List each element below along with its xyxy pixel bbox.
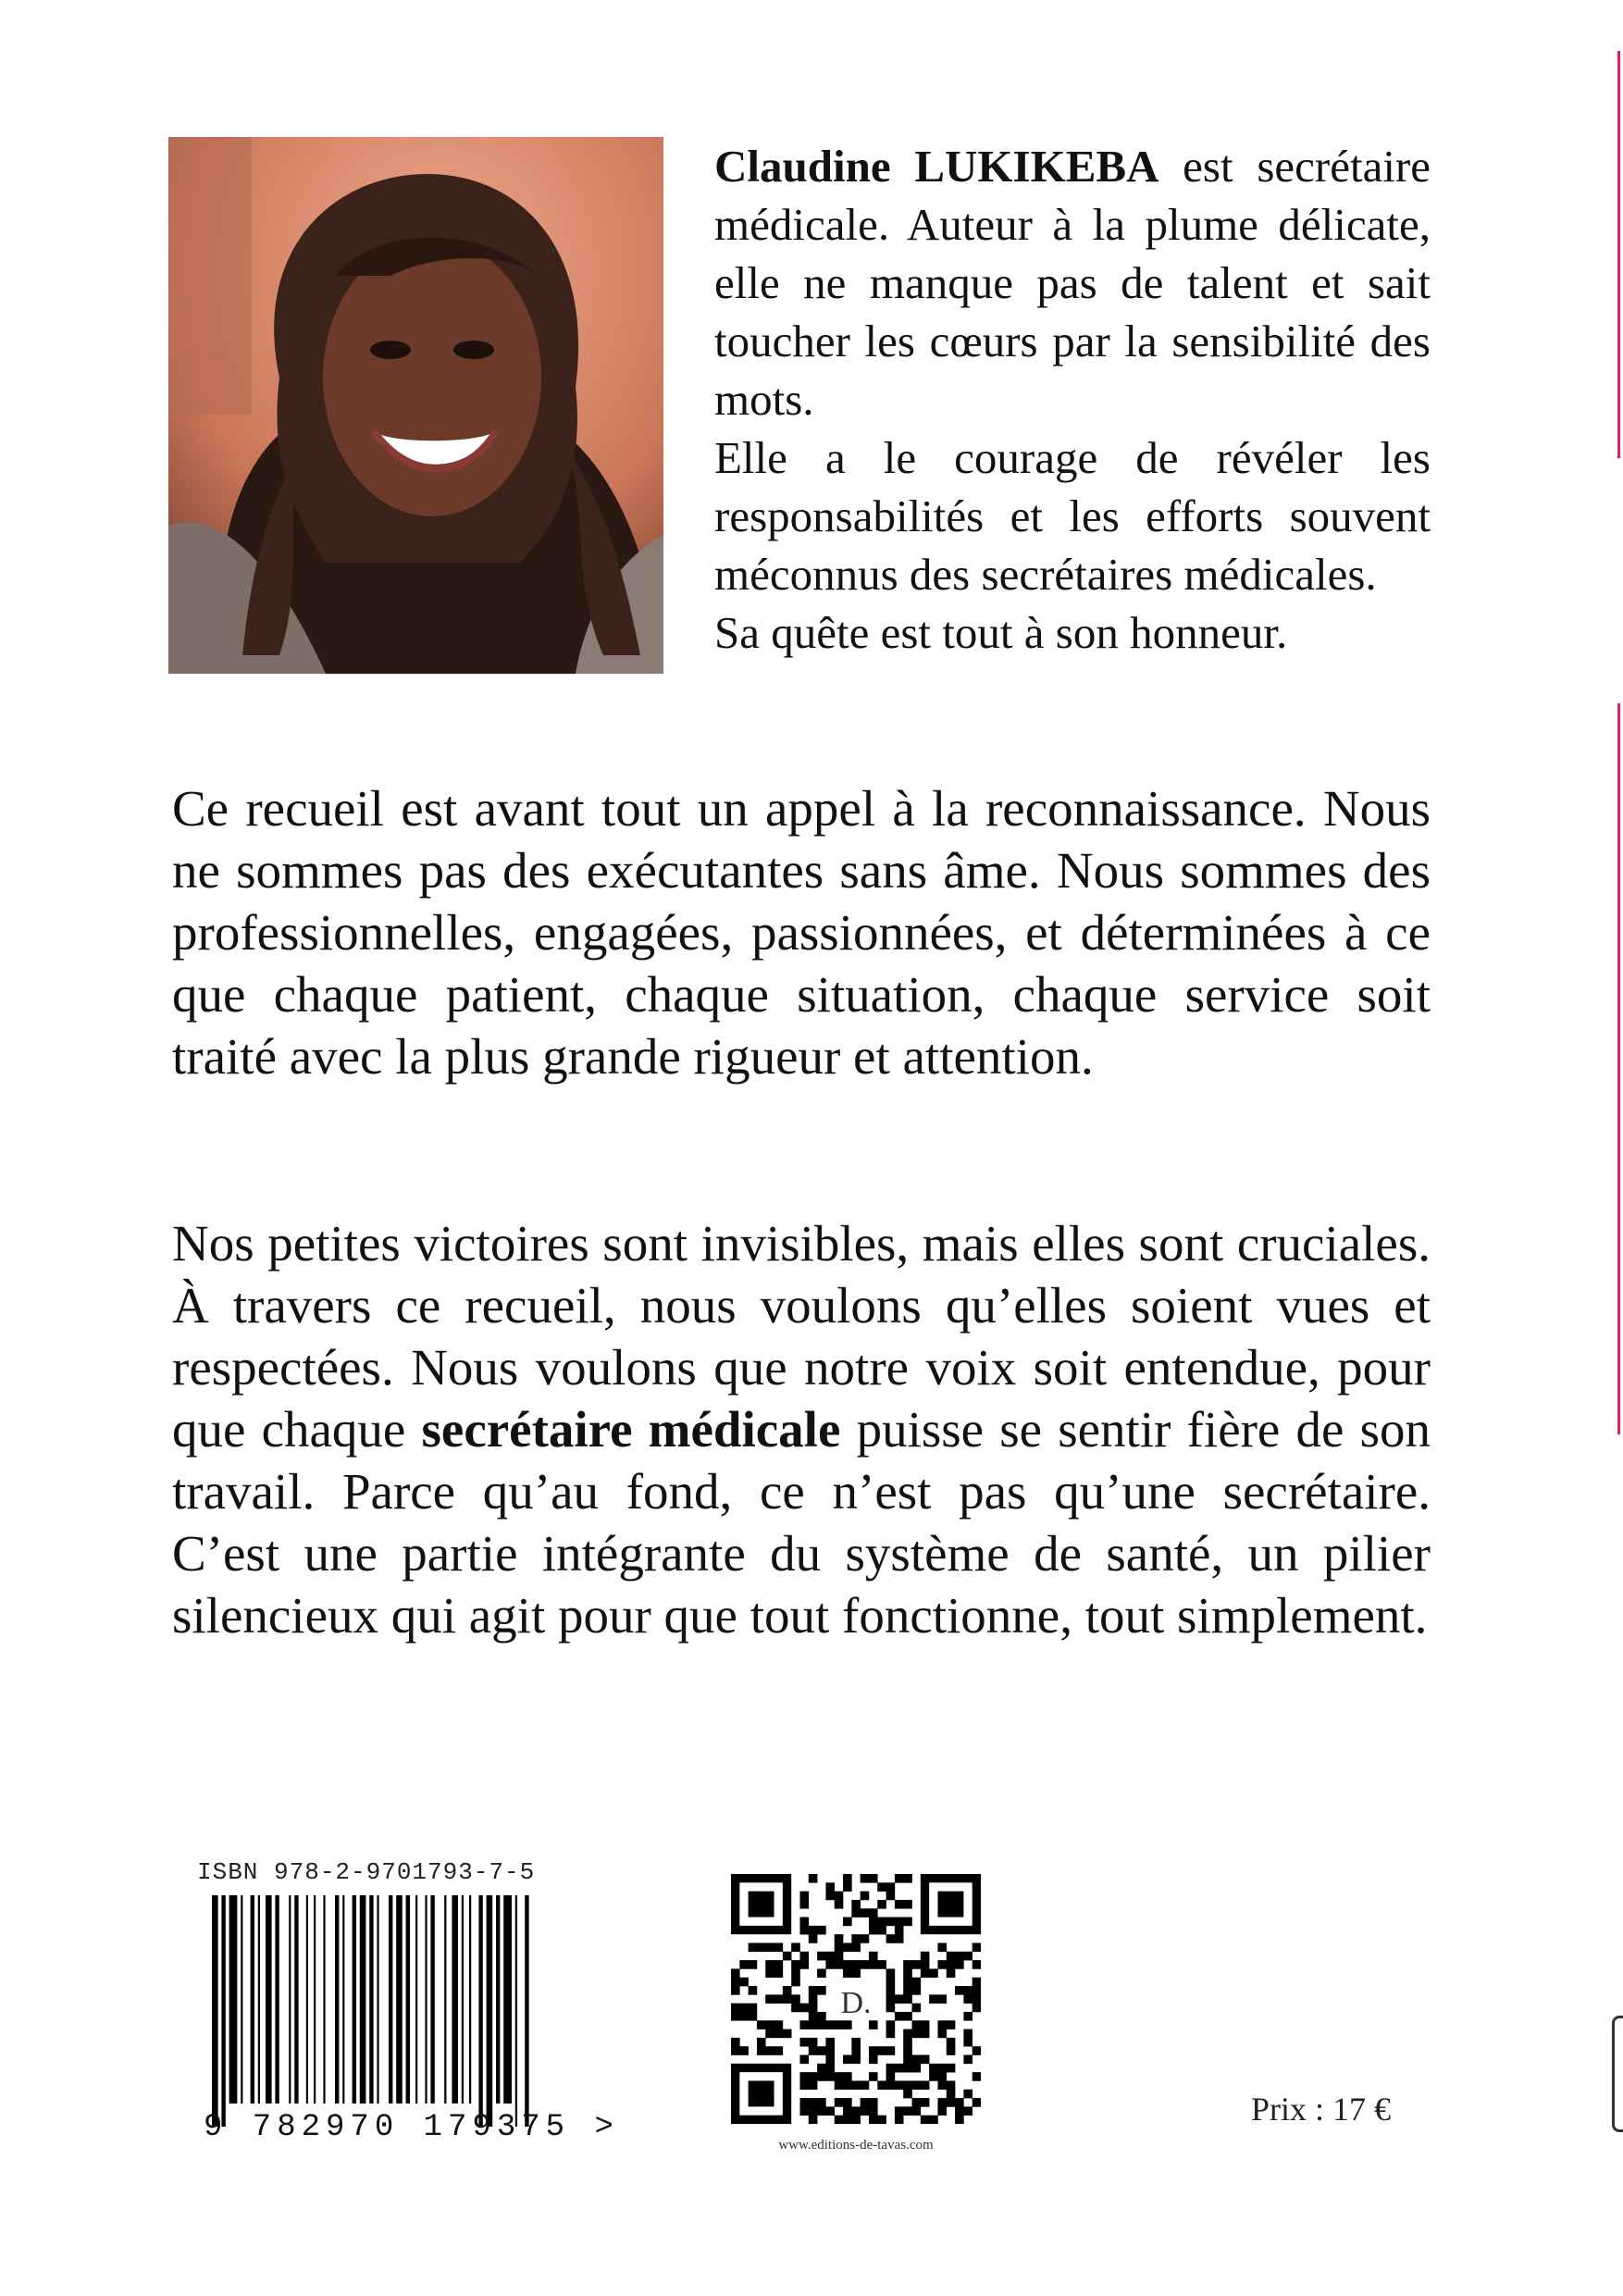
paragraph-victories	[172, 1212, 1431, 1646]
paragraph-victories-end: puisse se sentir fière de son travail. Parce qu’au fond, ce n’est pas qu’une secrétaire. C’est une partie intégrante du système de santé, un pilier silencieux qui agit pour que tout fonctionne, tout simplement.	[172, 1401, 1431, 1644]
bio-honor: Sa quête est tout à son honneur.	[714, 607, 1288, 658]
right-edge-line-top	[1617, 51, 1620, 458]
barcode-digits: 9 782970 179375 >	[204, 2110, 619, 2145]
qr-code	[731, 1874, 981, 2124]
author-photo	[168, 137, 663, 674]
publisher-url: www.editions-de-tavas.com	[778, 2138, 934, 2153]
isbn-barcode	[199, 1895, 551, 2145]
price-label: Prix : 17 €	[1251, 2091, 1392, 2128]
qr-logo: D.	[840, 1986, 872, 2020]
author-name: Claudine LUKIKEBA	[714, 141, 1159, 192]
highlight-secretaire-medicale: secrétaire médicale	[421, 1401, 841, 1458]
paragraph-recognition: Ce recueil est avant tout un appel à la reconnaissance. Nous ne sommes pas des exécutantes sans âme. Nous sommes des professionnelles, engagées, passionnées, et déterminées à ce que chaque patient, chaque situation, chaque service soit traité avec la plus grande rigueur et attention.	[172, 780, 1431, 1085]
paragraph-victories-start: Nos petites victoires sont invisibles, mais elles sont cruciales. À travers ce recueil, nous voulons qu’elles soient vues et respectées. Nous voulons que notre voix soit entendue, pour que chaque	[172, 1215, 1431, 1458]
side-bracket	[1612, 2016, 1623, 2132]
isbn-label: ISBN 978-2-9701793-7-5	[197, 1858, 536, 1886]
author-bio	[714, 137, 1431, 662]
right-edge-line-middle	[1617, 703, 1620, 1434]
bio-intro	[714, 137, 1431, 428]
bio-courage: Elle a le courage de révéler les responsabilités et les efforts souvent méconnus des secrétaires médicales.	[714, 432, 1431, 600]
bio-intro-text: est secrétaire médicale. Auteur à la plume délicate, elle ne manque pas de talent et sait toucher les cœurs par la sensibilité des mots.	[714, 141, 1431, 425]
